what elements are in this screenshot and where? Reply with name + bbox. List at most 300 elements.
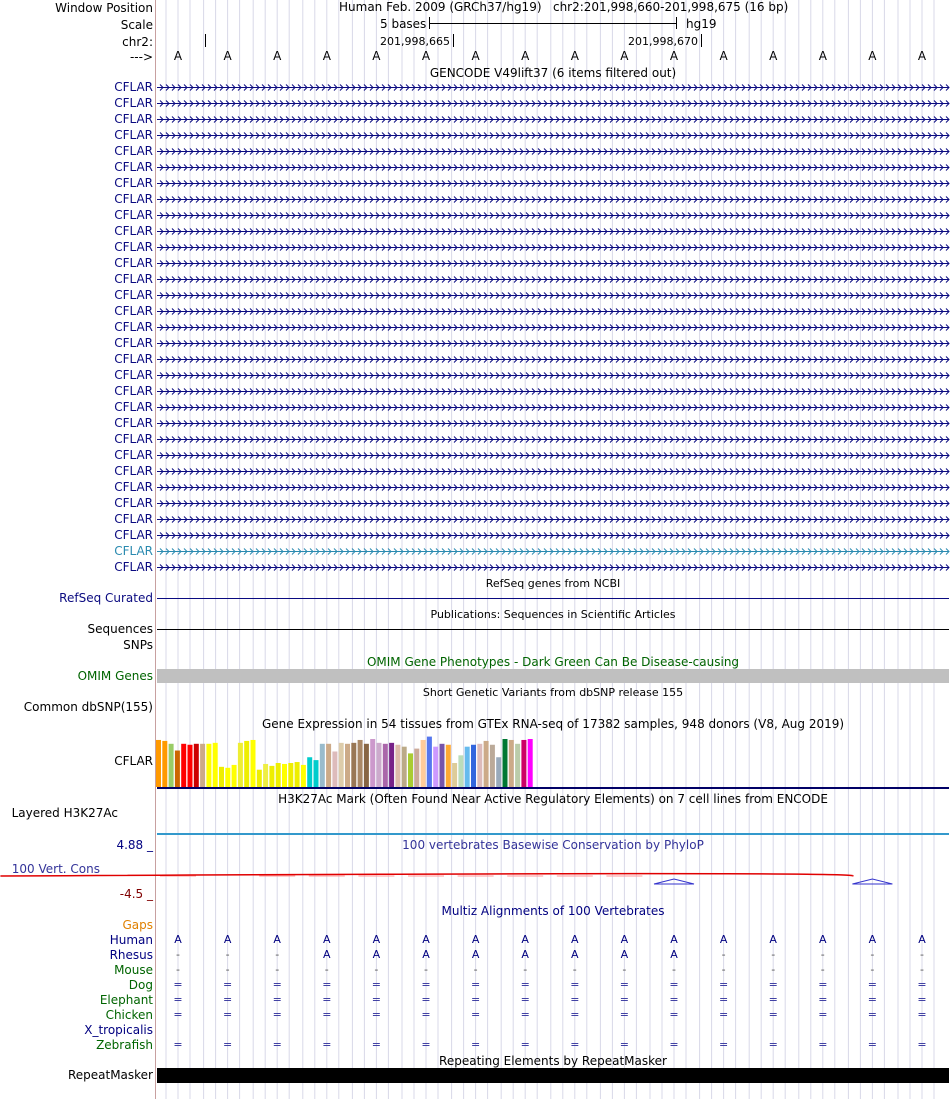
phylop-plot[interactable] <box>0 845 950 905</box>
gencode-transcript[interactable] <box>157 469 949 475</box>
base-7: A <box>471 49 480 63</box>
gtex-tissue-bar[interactable] <box>206 744 211 787</box>
gencode-transcript[interactable] <box>157 357 949 363</box>
base-16: A <box>917 49 927 63</box>
gencode-transcript[interactable] <box>157 293 949 299</box>
base-13: A <box>769 49 778 63</box>
gencode-transcript[interactable] <box>157 517 949 523</box>
alignment-cell: = <box>371 1008 381 1021</box>
alignment-cell: = <box>867 978 877 991</box>
gencode-transcript[interactable] <box>157 229 949 235</box>
alignment-cell: = <box>768 1008 778 1021</box>
alignment-cell: - <box>225 963 230 976</box>
alignment-cell: = <box>470 1008 481 1021</box>
alignment-cell: A <box>174 933 182 946</box>
alignment-cell: - <box>820 963 825 976</box>
alignment-cell: A <box>422 933 430 946</box>
gtex-tissue-bar[interactable] <box>471 745 476 787</box>
alignment-cell: = <box>222 993 233 1006</box>
strand-label: ---> <box>129 50 153 64</box>
position-text: chr2:201,998,660-201,998,675 (16 bp) <box>552 0 789 14</box>
omim-label[interactable]: OMIM Genes <box>77 669 153 683</box>
alignment-cell: = <box>322 993 332 1006</box>
gencode-transcript[interactable] <box>157 421 949 427</box>
alignment-cell: = <box>173 993 183 1006</box>
gaps-label[interactable]: Gaps <box>122 918 153 932</box>
alignment-cell: = <box>917 1008 927 1021</box>
gtex-tissue-bar[interactable] <box>351 743 356 787</box>
alignment-cell: - <box>424 963 428 976</box>
scale-label: Scale <box>120 18 153 32</box>
coord-label-2: 201,998,670 <box>628 35 698 48</box>
species-label-elephant[interactable]: Elephant <box>99 993 153 1007</box>
alignment-cell: = <box>421 1008 431 1021</box>
gencode-transcript[interactable] <box>157 325 949 331</box>
snps-label[interactable]: SNPs <box>123 638 153 652</box>
gtex-tissue-bar[interactable] <box>477 744 482 787</box>
gencode-label[interactable]: CFLAR <box>114 400 153 414</box>
alignment-cell: = <box>718 993 729 1006</box>
alignment-cell: = <box>867 1038 877 1051</box>
gencode-label[interactable]: CFLAR <box>114 368 153 382</box>
gencode-label[interactable]: CFLAR <box>114 128 153 142</box>
gencode-transcript[interactable] <box>157 549 949 555</box>
gtex-tissue-bar[interactable] <box>288 763 293 787</box>
species-label-dog[interactable]: Dog <box>128 978 153 992</box>
gtex-tissue-bar[interactable] <box>194 744 199 787</box>
gtex-tissue-bar[interactable] <box>389 743 394 787</box>
alignment-cell: = <box>570 978 580 991</box>
gencode-transcript[interactable] <box>157 453 949 459</box>
alignment-cell: = <box>669 1038 679 1051</box>
gtex-tissue-bar[interactable] <box>301 765 306 787</box>
alignment-cell: = <box>322 1038 332 1051</box>
alignment-cell: = <box>718 1038 729 1051</box>
alignment-cell: = <box>470 993 481 1006</box>
alignment-cell: A <box>670 933 678 946</box>
sequences-label[interactable]: Sequences <box>87 622 153 636</box>
species-label-mouse[interactable]: Mouse <box>114 963 153 977</box>
gtex-tissue-bar[interactable] <box>263 764 268 787</box>
gencode-transcript[interactable] <box>157 133 949 139</box>
alignment-cell: - <box>572 963 577 976</box>
gtex-tissue-bar[interactable] <box>269 766 274 787</box>
repeatmasker-bar[interactable] <box>157 1068 949 1083</box>
gtex-tissue-bar[interactable] <box>364 744 369 787</box>
gencode-transcript[interactable] <box>157 373 949 379</box>
omim-title: OMIM Gene Phenotypes - Dark Green Can Be Disease-causing <box>366 655 740 669</box>
dbsnp-label[interactable]: Common dbSNP(155) <box>23 700 153 714</box>
repeatmasker-label[interactable]: RepeatMasker <box>67 1068 153 1082</box>
alignment-cell: A <box>719 933 728 946</box>
alignment-cell: - <box>820 948 825 961</box>
alignment-cell: - <box>523 963 528 976</box>
alignment-cell: = <box>867 1008 877 1021</box>
gencode-transcript[interactable] <box>157 85 949 91</box>
gtex-tissue-bar[interactable] <box>528 739 533 787</box>
alignment-cell: = <box>917 1038 927 1051</box>
alignment-cell: = <box>173 1038 183 1051</box>
gencode-label[interactable]: CFLAR <box>114 176 153 190</box>
gtex-tissue-bar[interactable] <box>383 744 388 787</box>
gencode-transcript[interactable] <box>157 117 949 123</box>
gencode-transcript[interactable] <box>157 405 949 411</box>
gtex-tissue-bar[interactable] <box>345 744 350 787</box>
gtex-tissue-bar[interactable] <box>515 744 520 787</box>
gtex-tissue-bar[interactable] <box>251 740 256 787</box>
alignment-cell: - <box>324 963 329 976</box>
gencode-transcript[interactable] <box>157 437 949 443</box>
base-1: A <box>173 49 183 63</box>
base-9: A <box>570 49 579 63</box>
gtex-tissue-bar[interactable] <box>276 763 281 787</box>
assembly-text: Human Feb. 2009 (GRCh37/hg19) <box>339 0 542 14</box>
alignment-cell: = <box>917 978 927 991</box>
gencode-transcript[interactable] <box>157 277 949 283</box>
alignment-cell: = <box>768 993 778 1006</box>
alignment-cell: A <box>918 933 926 946</box>
gtex-tissue-bar[interactable] <box>421 740 426 787</box>
alignment-cell: = <box>371 1038 381 1051</box>
alignment-cell: A <box>471 933 480 946</box>
gencode-transcript[interactable] <box>157 533 949 539</box>
base-11: A <box>669 49 679 63</box>
alignment-cell: = <box>520 1008 530 1021</box>
alignment-cell: = <box>669 993 679 1006</box>
gtex-tissue-bar[interactable] <box>339 743 344 787</box>
gencode-label[interactable]: CFLAR <box>114 256 153 270</box>
gencode-label[interactable]: CFLAR <box>114 480 153 494</box>
gtex-tissue-bar[interactable] <box>402 747 407 787</box>
gtex-tissue-bar[interactable] <box>496 757 501 787</box>
phylop-min: -4.5 _ <box>119 887 153 901</box>
alignment-cell: = <box>470 1038 481 1051</box>
gtex-tissue-bar[interactable] <box>314 760 319 787</box>
gencode-label[interactable]: CFLAR <box>114 496 153 510</box>
gencode-transcript[interactable] <box>157 565 949 571</box>
alignment-cell: A <box>521 948 529 961</box>
alignment-cell: = <box>818 1038 828 1051</box>
alignment-cell: - <box>920 963 924 976</box>
alignment-cell: = <box>669 1008 679 1021</box>
base-8: A <box>521 49 530 63</box>
h3k27ac-signal[interactable] <box>157 833 949 835</box>
base-5: A <box>372 49 381 63</box>
alignment-cell: = <box>917 993 927 1006</box>
alignment-cell: = <box>421 993 431 1006</box>
phylop-max: 4.88 _ <box>116 838 153 852</box>
gencode-title: GENCODE V49lift37 (6 items filtered out) <box>429 66 677 80</box>
gtex-tissue-bar[interactable] <box>408 753 413 787</box>
alignment-cell: = <box>619 978 629 991</box>
gtex-tissue-bar[interactable] <box>200 744 205 787</box>
alignment-cell: = <box>520 1038 530 1051</box>
base-6: A <box>421 49 431 63</box>
dbsnp-title: Short Genetic Variants from dbSNP release 155 <box>422 686 684 699</box>
h3k27ac-label[interactable]: Layered H3K27Ac <box>11 806 118 820</box>
alignment-cell: - <box>771 948 776 961</box>
gencode-label[interactable]: CFLAR <box>114 288 153 302</box>
gencode-label[interactable]: CFLAR <box>114 336 153 350</box>
gtex-tissue-bar[interactable] <box>465 747 470 787</box>
gtex-tissue-bar[interactable] <box>225 768 230 787</box>
alignment-cell: A <box>372 948 381 961</box>
phylop-label[interactable]: 100 Vert. Cons <box>11 862 100 876</box>
alignment-cell: = <box>768 978 778 991</box>
gtex-tissue-bar[interactable] <box>295 762 300 787</box>
alignment-cell: - <box>870 963 875 976</box>
alignment-cell: = <box>818 993 828 1006</box>
refseq-label[interactable]: RefSeq Curated <box>59 591 153 605</box>
gencode-label[interactable]: CFLAR <box>114 432 153 446</box>
alignment-cell: - <box>176 963 180 976</box>
base-14: A <box>818 49 827 63</box>
gencode-label[interactable]: CFLAR <box>114 560 153 574</box>
gencode-label[interactable]: CFLAR <box>114 352 153 366</box>
gencode-label[interactable]: CFLAR <box>114 304 153 318</box>
gtex-tissue-bar[interactable] <box>307 757 312 787</box>
gencode-label[interactable]: CFLAR <box>114 528 153 542</box>
gtex-tissue-bar[interactable] <box>188 745 193 787</box>
alignment-cell: A <box>620 948 629 961</box>
gtex-tissue-bar[interactable] <box>503 739 508 787</box>
species-label-chicken[interactable]: Chicken <box>105 1008 153 1022</box>
alignment-cell: - <box>870 948 875 961</box>
repeatmasker-title: Repeating Elements by RepeatMasker <box>439 1054 667 1068</box>
species-label-human[interactable]: Human <box>109 933 153 947</box>
alignment-cell: A <box>769 933 777 946</box>
alignment-cell: A <box>571 948 579 961</box>
gencode-transcript[interactable] <box>157 261 949 267</box>
omim-bar[interactable] <box>157 669 949 683</box>
gencode-label[interactable]: CFLAR <box>114 224 153 238</box>
alignment-cell: = <box>818 978 828 991</box>
gencode-transcript[interactable] <box>157 501 949 507</box>
gtex-tissue-bar[interactable] <box>446 745 451 787</box>
gencode-label[interactable]: CFLAR <box>114 96 153 110</box>
gtex-tissue-bar[interactable] <box>282 764 287 787</box>
db-text: hg19 <box>686 17 717 31</box>
alignment-cell: - <box>176 948 180 961</box>
species-label-rhesus[interactable]: Rhesus <box>109 948 153 962</box>
alignment-cell: A <box>868 933 877 946</box>
gtex-label[interactable]: CFLAR <box>114 754 153 768</box>
gencode-label[interactable]: CFLAR <box>114 240 153 254</box>
alignment-cell: = <box>222 978 233 991</box>
gencode-transcript[interactable] <box>157 485 949 491</box>
alignment-cell: - <box>275 963 280 976</box>
alignment-cell: - <box>672 963 676 976</box>
alignment-cell: A <box>323 948 331 961</box>
species-label-x_tropicalis[interactable]: X_tropicalis <box>84 1023 153 1037</box>
gtex-tissue-bar[interactable] <box>162 741 167 787</box>
gencode-label[interactable]: CFLAR <box>114 320 153 334</box>
gencode-label[interactable]: CFLAR <box>114 448 153 462</box>
gencode-label[interactable]: CFLAR <box>114 80 153 94</box>
gtex-rule <box>157 787 949 789</box>
alignment-cell: = <box>371 993 381 1006</box>
gencode-transcript[interactable] <box>157 213 949 219</box>
alignment-cell: A <box>670 948 678 961</box>
base-10: A <box>620 49 629 63</box>
phylop-negative <box>654 879 694 884</box>
gtex-tissue-bar[interactable] <box>414 749 419 787</box>
gencode-transcript[interactable] <box>157 181 949 187</box>
gtex-tissue-bar[interactable] <box>232 765 237 787</box>
alignment-cell: = <box>718 978 729 991</box>
gencode-transcript[interactable] <box>157 101 949 107</box>
base-15: A <box>868 49 877 63</box>
alignment-cell: = <box>272 993 282 1006</box>
gtex-tissue-bar[interactable] <box>181 744 186 787</box>
gtex-tissue-bar[interactable] <box>213 743 218 787</box>
gencode-label[interactable]: CFLAR <box>114 416 153 430</box>
species-label-zebrafish[interactable]: Zebrafish <box>96 1038 153 1052</box>
alignment-cell: = <box>272 978 282 991</box>
gtex-tissue-bar[interactable] <box>377 743 382 787</box>
alignment-cell: A <box>223 933 232 946</box>
gencode-label[interactable]: CFLAR <box>114 544 153 558</box>
gencode-transcript[interactable] <box>157 389 949 395</box>
gencode-label[interactable]: CFLAR <box>114 208 153 222</box>
multiz-title: Multiz Alignments of 100 Vertebrates <box>441 904 665 918</box>
gencode-label[interactable]: CFLAR <box>114 144 153 158</box>
gtex-tissue-bar[interactable] <box>458 755 463 787</box>
alignment-cell: - <box>275 948 280 961</box>
refseq-gene-line[interactable] <box>157 598 949 599</box>
gtex-tissue-bar[interactable] <box>244 741 249 787</box>
gtex-tissue-bar[interactable] <box>332 751 337 787</box>
gencode-transcript[interactable] <box>157 197 949 203</box>
alignment-cell: A <box>620 933 629 946</box>
alignment-cell: = <box>619 1038 629 1051</box>
alignment-cell: = <box>619 1008 629 1021</box>
alignment-cell: = <box>322 978 332 991</box>
refseq-title: RefSeq genes from NCBI <box>485 577 621 590</box>
alignment-cell: = <box>818 1008 828 1021</box>
gencode-label[interactable]: CFLAR <box>114 384 153 398</box>
gtex-tissue-bar[interactable] <box>433 747 438 787</box>
gencode-label[interactable]: CFLAR <box>114 512 153 526</box>
alignment-cell: = <box>173 978 183 991</box>
gencode-transcript[interactable] <box>157 165 949 171</box>
gtex-tissue-bar[interactable] <box>156 740 161 787</box>
alignment-cell: = <box>867 993 877 1006</box>
gencode-label[interactable]: CFLAR <box>114 272 153 286</box>
alignment-cell: A <box>273 933 281 946</box>
alignment-cell: - <box>473 963 478 976</box>
gencode-label[interactable]: CFLAR <box>114 160 153 174</box>
alignment-cell: = <box>470 978 481 991</box>
alignment-cell: = <box>768 1038 778 1051</box>
chrom-label: chr2: <box>122 35 153 49</box>
gencode-transcript[interactable] <box>157 245 949 251</box>
gtex-tissue-bar[interactable] <box>320 744 325 787</box>
gencode-transcript[interactable] <box>157 149 949 155</box>
gtex-title: Gene Expression in 54 tissues from GTEx RNA-seq of 17382 samples, 948 donors (V8, Aug 2019) <box>261 717 845 731</box>
alignment-cell: = <box>570 1008 580 1021</box>
gtex-tissue-bar[interactable] <box>490 745 495 787</box>
alignment-cell: A <box>819 933 827 946</box>
alignment-cell: = <box>421 978 431 991</box>
phylop-title: 100 vertebrates Basewise Conservation by PhyloP <box>402 838 704 852</box>
gtex-tissue-bar[interactable] <box>219 767 224 787</box>
gtex-tissue-bar[interactable] <box>238 743 243 787</box>
gtex-bars[interactable] <box>0 730 950 790</box>
gencode-transcript[interactable] <box>157 309 949 315</box>
alignment-cell: = <box>173 1008 183 1021</box>
base-3: A <box>273 49 282 63</box>
alignment-cell: = <box>421 1038 431 1051</box>
window-position-label: Window Position <box>55 1 153 15</box>
gencode-transcript[interactable] <box>157 341 949 347</box>
gtex-tissue-bar[interactable] <box>509 740 514 787</box>
gtex-tissue-bar[interactable] <box>169 744 174 787</box>
publications-title: Publications: Sequences in Scientific Articles <box>430 608 676 621</box>
alignment-cell: A <box>323 933 331 946</box>
alignment-cell: A <box>521 933 529 946</box>
alignment-cell: - <box>771 963 776 976</box>
alignment-cell: - <box>374 963 379 976</box>
coord-label-1: 201,998,665 <box>380 35 450 48</box>
alignment-cell: - <box>721 963 726 976</box>
gtex-tissue-bar[interactable] <box>440 744 445 787</box>
gtex-tissue-bar[interactable] <box>326 744 331 787</box>
gtex-tissue-bar[interactable] <box>452 763 457 787</box>
alignment-cell: - <box>721 948 726 961</box>
alignment-cell: = <box>371 978 381 991</box>
alignment-cell: A <box>571 933 579 946</box>
alignment-cell: = <box>570 1038 580 1051</box>
alignment-cell: = <box>619 993 629 1006</box>
gencode-label[interactable]: CFLAR <box>114 464 153 478</box>
alignment-cell: A <box>422 948 430 961</box>
alignment-cell: = <box>570 993 580 1006</box>
gtex-tissue-bar[interactable] <box>521 740 526 787</box>
gtex-tissue-bar[interactable] <box>427 737 432 787</box>
alignment-cell: = <box>718 1008 729 1021</box>
alignment-cell: = <box>272 1008 282 1021</box>
alignment-cell: - <box>622 963 627 976</box>
gencode-label[interactable]: CFLAR <box>114 192 153 206</box>
alignment-cell: = <box>222 1008 233 1021</box>
publications-line[interactable] <box>157 629 949 630</box>
alignment-cell: A <box>471 948 480 961</box>
gtex-tissue-bar[interactable] <box>395 745 400 787</box>
alignment-cell: A <box>372 933 381 946</box>
base-2: A <box>223 49 232 63</box>
alignment-cell: = <box>520 993 530 1006</box>
gtex-tissue-bar[interactable] <box>484 741 489 787</box>
alignment-cell: - <box>225 948 230 961</box>
alignment-cell: = <box>322 1008 332 1021</box>
h3k27ac-title: H3K27Ac Mark (Often Found Near Active Regulatory Elements) on 7 cell lines from ENCODE <box>278 792 828 806</box>
gencode-label[interactable]: CFLAR <box>114 112 153 126</box>
gtex-tissue-bar[interactable] <box>358 740 363 787</box>
base-4: A <box>322 49 331 63</box>
scale-text: 5 bases <box>380 17 427 31</box>
alignment-cell: = <box>222 1038 233 1051</box>
gtex-tissue-bar[interactable] <box>370 739 375 787</box>
base-12: A <box>719 49 728 63</box>
gtex-tissue-bar[interactable] <box>175 751 180 787</box>
alignment-cell: - <box>920 948 924 961</box>
alignment-cell: = <box>520 978 530 991</box>
gtex-tissue-bar[interactable] <box>257 770 262 787</box>
phylop-negative <box>852 879 892 884</box>
alignment-cell: = <box>272 1038 282 1051</box>
alignment-cell: = <box>669 978 679 991</box>
